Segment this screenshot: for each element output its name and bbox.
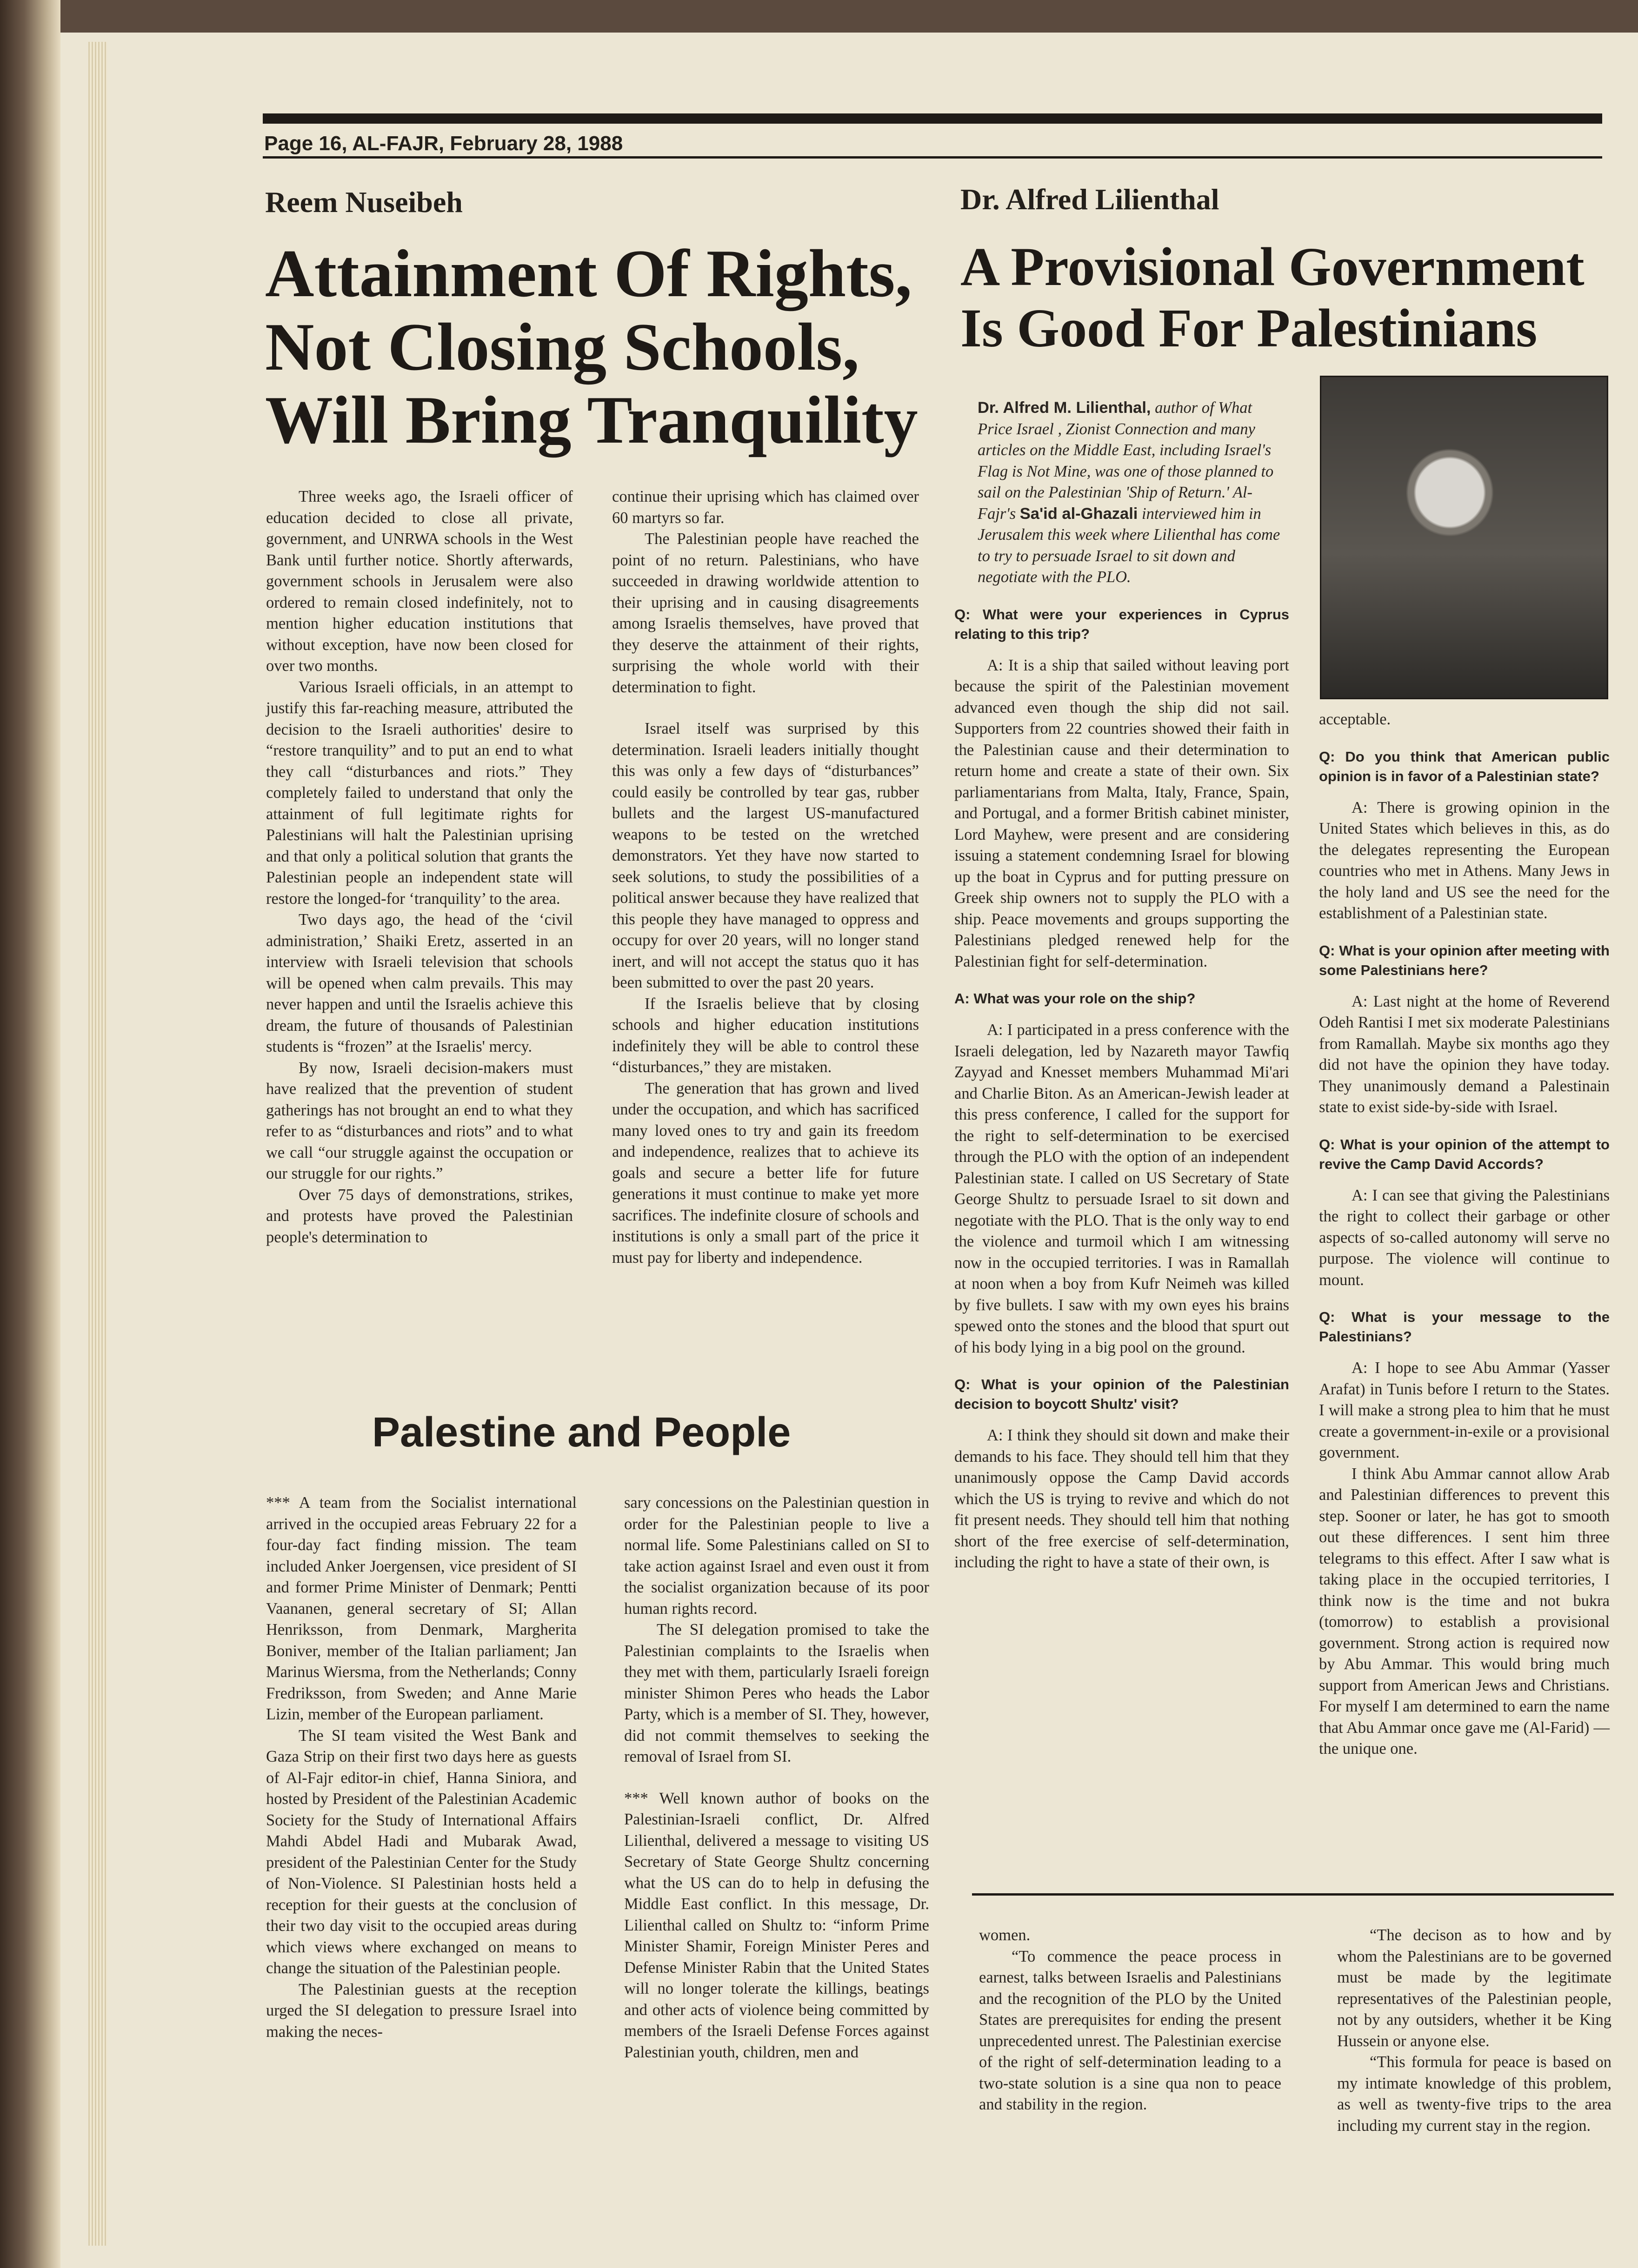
left-article-col-1 <box>266 486 573 1248</box>
question: Q: Do you think that American public opinion is in favor of a Palestinian state? <box>1319 748 1610 784</box>
right-bottom-col-2 <box>1337 1925 1611 2136</box>
paragraph: Israel itself was surprised by this determination. Israeli leaders initially thought this was only a few days of “disturbances” could easily be controlled by tear gas, rubber bullets and the largest US-manufactured weapons to be tested on the wretched demonstrators. Yet they have now started to seek solutions, to study the possibilities of a political answer because they have realized that this people they have managed to oppress and occupy for over 20 years, will no longer stand inert, and will not accept the status quo it has been submitted to over the past 20 years. <box>612 720 919 991</box>
question: A: What was your role on the ship? <box>954 990 1196 1007</box>
intro-text-2: interviewed him in Jerusalem this week where Lilienthal has come to try to persuade Israel to sit down and negotiate with the PLO. <box>978 504 1280 586</box>
answer: A: Last night at the home of Reverend Odeh Rantisi I met six moderate Palestinians from Ramallah. Maybe six months ago they did not have the opinion they have today. They unanimously demand a Palestinain state to exist side-by-side with Israel. <box>1319 992 1610 1116</box>
right-byline: Dr. Alfred Lilienthal <box>960 183 1219 216</box>
answer: A: I think they should sit down and make their demands to his face. They should tell him that they unanimously oppose the Camp David accords which the US is trying to revive and which do not fit present needs. They should tell him that nothing short of the free exercise of self-determination, including the right to have a state of their own, is <box>954 1426 1289 1571</box>
paragraph: If the Israelis believe that by closing schools and higher education institutions indefinitely they will be able to control these “disturbances,” they are mistaken. <box>612 995 919 1076</box>
paragraph: “To commence the peace process in earnest, talks between Israelis and Palestinians and the recognition of the PLO by the United States are prerequisites for ending the present unprecedented unrest. The Palestinian exercise of the right of self-determination leading to a two-state solution is a sine qua non to peace and stability in the region. <box>979 1947 1281 2113</box>
paragraph: The Palestinian guests at the reception urged the SI delegation to pressure Israel into making the neces- <box>266 1980 577 2041</box>
left-headline-line-2: Not Closing Schools, <box>265 309 859 385</box>
bottom-section-rule <box>972 1893 1614 1896</box>
paragraph: By now, Israeli decision-makers must have realized that the prevention of student gatherings has not brought an end to what they refer to as “disturbances and riots” and to what we call “our struggle against the occupation or our struggle for our rights.” <box>266 1059 573 1182</box>
paragraph: acceptable. <box>1319 710 1391 728</box>
page-line: Page 16, AL-FAJR, February 28, 1988 <box>264 132 623 155</box>
book-binding <box>0 0 60 2268</box>
palestine-people-col-2 <box>624 1492 929 2063</box>
paragraph: “This formula for peace is based on my intimate knowledge of this problem, as well as twenty-five trips to the area including my current stay in the region. <box>1337 2053 1611 2135</box>
left-byline: Reem Nuseibeh <box>265 186 463 219</box>
left-headline <box>265 237 953 457</box>
right-headline <box>960 236 1630 359</box>
paragraph: Various Israeli officials, in an attempt to justify this far-reaching measure, attributed the decision to the Israeli authorities' desire to “restore tranquility” and to put an end to what they call “disturbances and riots.” They completely failed to understand that only the attainment of full legitimate rights for Palestinians will halt the Palestinian uprising and that only a political solution that grants the Palestinian people an independent state will restore the longed-for ‘tranquility’ to the area. <box>266 678 573 908</box>
paragraph: “The decison as to how and by whom the Palestinians are to be governed must be made by the legitimate representatives of the Palestinian people, not by any outsiders, whether it be King Hussein or anyone else. <box>1337 1926 1611 2050</box>
left-article-col-2 <box>612 486 919 1268</box>
question: Q: What were your experiences in Cyprus relating to this trip? <box>954 606 1289 642</box>
paragraph: *** Well known author of books on the Palestinian-Israeli conflict, Dr. Alfred Lilienthal, delivered a message to visiting US Secretary of State George Shultz concerning what the US can do to help in defusing the Middle East conflict. In this message, Dr. Lilienthal called on Shultz to: “inform Prime Minister Shamir, Foreign Minister Peres and Defense Minister Rabin that the United States will no longer tolerate the killings, beatings and other acts of violence being committed by members of the Israeli Defense Forces against Palestinian youth, children, men and <box>624 1789 929 2061</box>
question: Q: What is your opinion of the Palestinian decision to boycott Shultz' visit? <box>954 1376 1289 1412</box>
paragraph: Two days ago, the head of the ‘civil administration,’ Shaiki Eretz, asserted in an interview with Israeli television that schools will be opened when calm prevails. This may never happen and until the Israelis achieve this dream, the future of thousands of Palestinian students is “frozen” at the Israelis' mercy. <box>266 911 573 1055</box>
right-bottom-col-1 <box>979 1925 1281 2115</box>
answer: A: I hope to see Abu Ammar (Yasser Arafat) in Tunis before I return to the States. I will make a strong plea to him that he must create a government-in-exile or a provisional government. <box>1319 1359 1610 1461</box>
paragraph: I think Abu Ammar cannot allow Arab and Palestinian differences to prevent this step. Sooner or later, he has got to smooth out these differences. I sent him three telegrams to this effect. After I saw what is taking place in the occupied territories, I think now is the time and not bukra (tomorrow) to establish a provisional government. Strong action is required now by Abu Ammar. This would bring much support from American Jews and Christians. For myself I am determined to earn the name that Abu Ammar once gave me (Al-Farid) — the unique one. <box>1319 1465 1610 1757</box>
palestine-people-col-1 <box>266 1492 577 2043</box>
page-stack-edge <box>88 42 107 2246</box>
paragraph: Over 75 days of demonstrations, strikes, and protests have proved the Palestinian people's determination to <box>266 1186 573 1246</box>
intro <box>978 398 1289 588</box>
right-headline-line-1: A Provisional Government <box>960 236 1585 297</box>
question: Q: What is your opinion after meeting with some Palestinians here? <box>1319 942 1610 978</box>
paragraph: women. <box>979 1926 1031 1944</box>
paragraph: The SI delegation promised to take the Palestinian complaints to the Israelis when they met with them, particularly Israeli foreign minister Shimon Peres who heads the Labor Party, which is a member of SI. They, however, did not commit themselves to seeking the removal of Israel from SI. <box>624 1621 929 1765</box>
answer: A: I participated in a press conference with the Israeli delegation, led by Nazareth mayor Tawfiq Zayyad and Knesset members Muhammad Mi'ari and Charlie Biton. As an American-Jewish leader at this press conference, I called for the support for the right to self-determination to be exercised through the PLO with the option of an independent Palestinian state. I called on US Secretary of State George Shultz to persuade Israel to sit down and negotiate with the PLO. That is the only way to end the violence and turmoil which I am witnessing now in the occupied territories. I was in Ramallah at noon when a boy from Kufr Neimeh was killed by five bullets. I saw with my own eyes his brains spewed onto the stones and the blood that spurt out of his body lying in a big pool on the ground. <box>954 1021 1289 1356</box>
lilienthal-portrait-photo <box>1320 376 1608 699</box>
paragraph: The SI team visited the West Bank and Gaza Strip on their first two days here as guests of Al-Fajr editor-in chief, Hanna Siniora, and hosted by President of the Palestinian Academic Society for the Study of International Affairs Mahdi Abdel Hadi and Mubarak Awad, president of the Palestinian Center for the Study of Non-Violence. SI Palestinian hosts held a reception for their guests at the conclusion of their two day visit to the occupied areas during which views where exchanged on means to change the situation of the Palestinian people. <box>266 1726 577 1977</box>
paragraph: The generation that has grown and lived under the occupation, and which has sacrificed many loved ones to try and gain its freedom and independence, realizes that to achieve its goals and secure a better life for future generations it must continue to make yet more sacrifices. The indefinite closure of schools and institutions is only a small part of the price it must pay for liberty and independence. <box>612 1079 919 1267</box>
palestine-people-heading: Palestine and People <box>372 1409 791 1456</box>
intro-text: author of What Price Israel , Zionist Connection and many articles on the Middle East, including Israel's Flag is Not Mine, was one of those planned to sail on the Palestinian 'Ship of Return.' Al-Fajr's <box>978 399 1274 523</box>
left-headline-line-1: Attainment Of Rights, <box>265 236 912 311</box>
answer: A: I can see that giving the Palestinians the right to collect their garbage or other aspects of so-called autonomy will serve no purpose. The violence will continue to mount. <box>1319 1186 1610 1289</box>
paragraph: continue their uprising which has claimed over 60 martyrs so far. <box>612 488 919 527</box>
masthead-thick-rule <box>263 113 1602 124</box>
question: Q: What is your opinion of the attempt to revive the Camp David Accords? <box>1319 1136 1610 1172</box>
paragraph: sary concessions on the Palestinian question in order for the Palestinian people to live a normal life. Some Palestinians called on SI to take action against Israel and even oust it from the socialist organization because of its poor human rights record. <box>624 1494 929 1618</box>
paragraph: Three weeks ago, the Israeli officer of education decided to close all private, government, and UNRWA schools in the West Bank until further notice. Shortly afterwards, government schools in Jerusalem were also ordered to remain closed indefinitely, not to mention higher education institutions that without exception, have now been closed for over two months. <box>266 488 573 675</box>
intro-name: Dr. Alfred M. Lilienthal, <box>978 399 1151 417</box>
paragraph: The Palestinian people have reached the point of no return. Palestinians, who have succeeded in drawing worldwide attention to their uprising and in causing disagreements among Israelis themselves, have proved that they deserve the attainment of their rights, surprising the whole world with their determination to fight. <box>612 530 919 696</box>
masthead-thin-rule <box>263 156 1602 159</box>
right-article-col-2 <box>1319 709 1610 1760</box>
answer: A: It is a ship that sailed without leaving port because the spirit of the Palestinian movement advanced even though the ship did not sail. Supporters from 22 countries showed their faith in the Palestinian cause and their determination to return home and create a state of their own. Six parliamentarians from Malta, Italy, France, Spain, and Portugal, and a former British cabinet minister, Lord Mayhew, were present and are considering issuing a statement condemning Israel for blowing up the boat in Cyprus and for putting pressure on Greek ship owners not to supply the PLO with a ship. Peace movements and groups supporting the Palestinians pledged renewed help for the Palestinian fight for self-determination. <box>954 656 1289 970</box>
question: Q: What is your message to the Palestinians? <box>1319 1309 1610 1345</box>
intro-name-2: Sa'id al-Ghazali <box>1019 504 1138 523</box>
paragraph: *** A team from the Socialist international arrived in the occupied areas February 22 for a four-day fact finding mission. The team included Anker Joergensen, vice president of SI and former Prime Minister of Denmark; Pentti Vaananen, general secretary of SI; Allan Henriksson, from Denmark, Margherita Boniver, member of the Italian parliament; Jan Marinus Wiersma, from the Netherlands; Conny Fredriksson, from Sweden; and Anne Marie Lizin, member of the European parliament. <box>266 1494 577 1723</box>
answer: A: There is growing opinion in the United States which believes in this, as do the delegates representing the European countries who met in Athens. Many Jews in the holy land and US see the need for the establishment of a Palestinian state. <box>1319 798 1610 922</box>
right-headline-line-2: Is Good For Palestinians <box>960 298 1538 359</box>
right-article-col-1 <box>954 398 1289 1573</box>
left-headline-line-3: Will Bring Tranquility <box>265 382 918 458</box>
